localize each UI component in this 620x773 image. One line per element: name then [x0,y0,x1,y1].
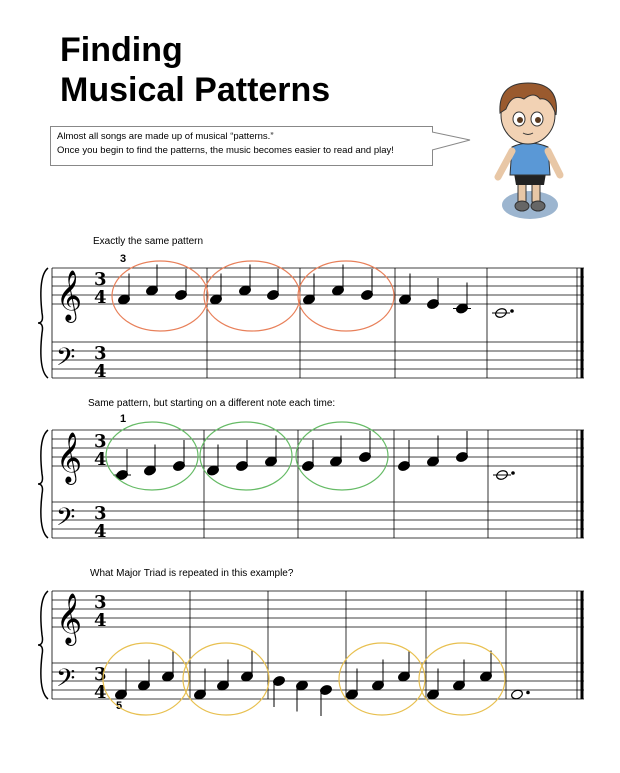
quarter-note [398,274,411,306]
time-signature-numerator: 3 [94,269,107,290]
quarter-note [235,440,248,472]
quarter-note [117,274,130,306]
quarter-note [301,440,314,472]
title-line-1: Finding [60,31,183,69]
quarter-note [145,265,158,297]
time-signature-numerator: 3 [94,503,107,524]
time-signature-denominator: 4 [94,610,107,631]
time-signature-denominator: 4 [94,361,107,382]
pattern-circle [296,422,388,490]
quarter-note [426,436,439,468]
half-note [492,307,514,318]
quarter-note [216,660,229,692]
example-1-caption: Exactly the same pattern [93,236,204,247]
time-signature-denominator: 4 [94,521,107,542]
half-note [493,469,515,480]
example-2-finger-number: 1 [120,413,127,425]
quarter-note [272,675,285,707]
quarter-note [397,651,410,683]
quarter-note [113,449,131,481]
quarter-note [206,445,219,477]
pattern-circle [339,643,425,715]
quarter-note [161,651,174,683]
system-brace [38,268,48,378]
bass-clef-icon: 𝄢 [56,664,76,699]
quarter-note [453,283,471,315]
quarter-note [452,660,465,692]
time-signature-denominator: 4 [94,449,107,470]
quarter-note [329,436,342,468]
quarter-note [209,274,222,306]
half-note [510,689,529,700]
time-signature-denominator: 4 [94,287,107,308]
system-brace [38,430,48,538]
pattern-circle [419,643,505,715]
quarter-note [172,440,185,472]
pattern-circle [200,422,292,490]
quarter-note [455,431,468,463]
treble-clef-icon: 𝄞 [56,593,83,644]
time-signature-numerator: 3 [94,431,107,452]
quarter-note [479,651,492,683]
intro-line-2: Once you begin to find the patterns, the music becomes easier to read and play! [57,145,394,156]
quarter-note [114,669,127,701]
example-2-caption: Same pattern, but starting on a different note each time: [88,398,336,409]
quarter-note [331,265,344,297]
quarter-note [426,278,439,310]
quarter-note [295,680,308,712]
quarter-note [193,669,206,701]
time-signature-numerator: 3 [94,592,107,613]
time-signature-numerator: 3 [94,664,107,685]
quarter-note [266,269,279,301]
example-3-finger-number: 5 [116,700,123,712]
system-brace [38,591,48,699]
quarter-note [264,436,277,468]
pattern-circle [183,643,269,715]
bass-clef-icon: 𝄢 [56,503,76,538]
quarter-note [397,440,410,472]
quarter-note [360,269,373,301]
time-signature-numerator: 3 [94,343,107,364]
quarter-note [371,660,384,692]
quarter-note [345,669,358,701]
bass-clef-icon: 𝄢 [56,343,76,378]
quarter-note [240,651,253,683]
quarter-note [426,669,439,701]
quarter-note [137,660,150,692]
example-3-caption: What Major Triad is repeated in this example? [90,568,294,579]
intro-line-1: Almost all songs are made up of musical “patterns.” [57,131,274,142]
example-1-finger-number: 3 [120,253,127,265]
quarter-note [358,431,371,463]
title-line-2: Musical Patterns [60,71,331,109]
quarter-note [174,269,187,301]
pattern-circle [103,643,189,715]
treble-clef-icon: 𝄞 [56,432,83,483]
quarter-note [319,684,332,716]
quarter-note [143,445,156,477]
quarter-note [238,265,251,297]
time-signature-denominator: 4 [94,682,107,703]
treble-clef-icon: 𝄞 [56,270,83,321]
